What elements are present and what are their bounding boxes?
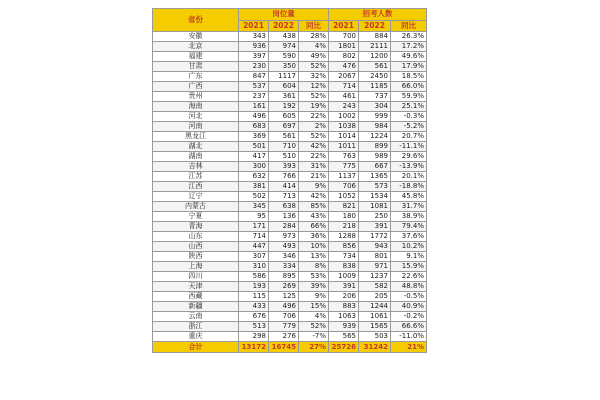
cell-pos-2021[interactable]: 502 <box>239 192 269 202</box>
table-row <box>153 232 427 242</box>
table-row <box>153 112 427 122</box>
header-app-2022[interactable]: 2022 <box>359 21 391 32</box>
cell-app-2022[interactable]: 391 <box>359 222 391 232</box>
cell-app-2022[interactable]: 503 <box>359 332 391 342</box>
cell-province[interactable]: 辽宁 <box>153 192 239 202</box>
cell-app-2021[interactable]: 565 <box>329 332 359 342</box>
cell-pos-2021[interactable]: 513 <box>239 322 269 332</box>
cell-app-2021[interactable]: 1009 <box>329 272 359 282</box>
cell-province[interactable]: 广西 <box>153 82 239 92</box>
cell-pos-yoy[interactable]: 42% <box>299 192 329 202</box>
cell-pos-2022[interactable]: 706 <box>269 312 299 322</box>
table-row <box>153 62 427 72</box>
cell-app-2022[interactable]: 984 <box>359 122 391 132</box>
cell-pos-2022[interactable]: 136 <box>269 212 299 222</box>
cell-pos-2022[interactable]: 605 <box>269 112 299 122</box>
cell-province[interactable]: 西藏 <box>153 292 239 302</box>
table-body <box>153 32 427 342</box>
cell-app-2021[interactable]: 2067 <box>329 72 359 82</box>
cell-app-2022[interactable]: 573 <box>359 182 391 192</box>
header-applicants-group[interactable]: 招考人数 <box>329 9 427 21</box>
cell-pos-2022[interactable]: 590 <box>269 52 299 62</box>
cell-pos-2021[interactable]: 115 <box>239 292 269 302</box>
data-table <box>152 8 427 353</box>
cell-app-yoy[interactable]: 66.0% <box>391 82 427 92</box>
cell-app-2021[interactable]: 1014 <box>329 132 359 142</box>
cell-pos-2022[interactable]: 766 <box>269 172 299 182</box>
cell-pos-2022[interactable]: 269 <box>269 282 299 292</box>
table-row <box>153 312 427 322</box>
cell-province[interactable]: 安徽 <box>153 32 239 42</box>
cell-app-2022[interactable]: 1081 <box>359 202 391 212</box>
cell-pos-2022[interactable]: 393 <box>269 162 299 172</box>
cell-app-2022[interactable]: 737 <box>359 92 391 102</box>
cell-pos-2022[interactable]: 361 <box>269 92 299 102</box>
cell-pos-yoy[interactable]: 31% <box>299 162 329 172</box>
table-row <box>153 122 427 132</box>
cell-app-2022[interactable]: 205 <box>359 292 391 302</box>
cell-app-2021[interactable]: 856 <box>329 242 359 252</box>
header-row-groups <box>153 9 427 21</box>
cell-pos-yoy[interactable]: 39% <box>299 282 329 292</box>
cell-pos-yoy[interactable]: 52% <box>299 132 329 142</box>
table-row <box>153 202 427 212</box>
cell-province[interactable]: 黑龙江 <box>153 132 239 142</box>
cell-app-yoy[interactable]: 48.8% <box>391 282 427 292</box>
header-pos-yoy[interactable]: 同比 <box>299 21 329 32</box>
table-row <box>153 262 427 272</box>
cell-pos-2022[interactable]: 604 <box>269 82 299 92</box>
cell-app-2022[interactable]: 899 <box>359 142 391 152</box>
cell-pos-2022[interactable]: 973 <box>269 232 299 242</box>
cell-app-yoy[interactable]: -0.5% <box>391 292 427 302</box>
cell-app-yoy[interactable]: 79.4% <box>391 222 427 232</box>
total-pos-yoy[interactable]: 27% <box>299 342 329 353</box>
cell-province[interactable]: 宁夏 <box>153 212 239 222</box>
cell-pos-2022[interactable]: 334 <box>269 262 299 272</box>
cell-province[interactable]: 吉林 <box>153 162 239 172</box>
cell-app-yoy[interactable]: 29.6% <box>391 152 427 162</box>
cell-pos-yoy[interactable]: 9% <box>299 292 329 302</box>
cell-app-2022[interactable]: 884 <box>359 32 391 42</box>
cell-province[interactable]: 山西 <box>153 242 239 252</box>
cell-app-2022[interactable]: 943 <box>359 242 391 252</box>
total-app-yoy[interactable]: 21% <box>391 342 427 353</box>
cell-pos-2022[interactable]: 192 <box>269 102 299 112</box>
cell-app-2022[interactable]: 582 <box>359 282 391 292</box>
table-row <box>153 282 427 292</box>
cell-app-yoy[interactable]: 49.6% <box>391 52 427 62</box>
header-pos-2022[interactable]: 2022 <box>269 21 299 32</box>
cell-province[interactable]: 广东 <box>153 72 239 82</box>
cell-app-2021[interactable]: 461 <box>329 92 359 102</box>
cell-app-2021[interactable]: 763 <box>329 152 359 162</box>
table-row <box>153 102 427 112</box>
table-row <box>153 242 427 252</box>
cell-pos-yoy[interactable]: 52% <box>299 322 329 332</box>
cell-app-yoy[interactable]: 59.9% <box>391 92 427 102</box>
cell-pos-2022[interactable]: 638 <box>269 202 299 212</box>
cell-pos-2021[interactable]: 501 <box>239 142 269 152</box>
cell-pos-yoy[interactable]: 21% <box>299 172 329 182</box>
cell-app-2021[interactable]: 206 <box>329 292 359 302</box>
cell-pos-yoy[interactable]: 22% <box>299 112 329 122</box>
cell-app-yoy[interactable]: 40.9% <box>391 302 427 312</box>
table-row <box>153 82 427 92</box>
cell-pos-yoy[interactable]: 43% <box>299 212 329 222</box>
cell-pos-2021[interactable]: 714 <box>239 232 269 242</box>
cell-province[interactable]: 河南 <box>153 122 239 132</box>
cell-pos-2021[interactable]: 632 <box>239 172 269 182</box>
cell-pos-2022[interactable]: 493 <box>269 242 299 252</box>
cell-pos-yoy[interactable]: 66% <box>299 222 329 232</box>
cell-app-2021[interactable]: 476 <box>329 62 359 72</box>
cell-province[interactable]: 重庆 <box>153 332 239 342</box>
cell-pos-2022[interactable]: 438 <box>269 32 299 42</box>
cell-app-yoy[interactable]: 22.6% <box>391 272 427 282</box>
total-label[interactable]: 合计 <box>153 342 239 353</box>
cell-app-2021[interactable]: 939 <box>329 322 359 332</box>
cell-pos-2021[interactable]: 417 <box>239 152 269 162</box>
cell-pos-yoy[interactable]: 4% <box>299 42 329 52</box>
cell-app-2022[interactable]: 1185 <box>359 82 391 92</box>
cell-pos-2021[interactable]: 496 <box>239 112 269 122</box>
cell-province[interactable]: 陕西 <box>153 252 239 262</box>
cell-app-2022[interactable]: 667 <box>359 162 391 172</box>
cell-app-2021[interactable]: 1038 <box>329 122 359 132</box>
cell-app-2021[interactable]: 1011 <box>329 142 359 152</box>
cell-app-yoy[interactable]: -5.2% <box>391 122 427 132</box>
table-row <box>153 72 427 82</box>
cell-pos-2022[interactable]: 1117 <box>269 72 299 82</box>
cell-pos-2021[interactable]: 95 <box>239 212 269 222</box>
cell-app-yoy[interactable]: 17.2% <box>391 42 427 52</box>
cell-pos-2022[interactable]: 350 <box>269 62 299 72</box>
cell-app-2022[interactable]: 2450 <box>359 72 391 82</box>
cell-pos-2022[interactable]: 710 <box>269 142 299 152</box>
cell-province[interactable]: 山东 <box>153 232 239 242</box>
cell-pos-yoy[interactable]: 4% <box>299 312 329 322</box>
cell-app-2022[interactable]: 1244 <box>359 302 391 312</box>
cell-pos-yoy[interactable]: 49% <box>299 52 329 62</box>
cell-app-2021[interactable]: 1052 <box>329 192 359 202</box>
cell-app-yoy[interactable]: -0.3% <box>391 112 427 122</box>
cell-app-2021[interactable]: 883 <box>329 302 359 312</box>
cell-province[interactable]: 天津 <box>153 282 239 292</box>
cell-app-2022[interactable]: 1565 <box>359 322 391 332</box>
cell-pos-2021[interactable]: 586 <box>239 272 269 282</box>
cell-app-2021[interactable]: 775 <box>329 162 359 172</box>
cell-province[interactable]: 四川 <box>153 272 239 282</box>
cell-app-2022[interactable]: 801 <box>359 252 391 262</box>
total-pos-2022[interactable]: 16745 <box>269 342 299 353</box>
cell-pos-2022[interactable]: 779 <box>269 322 299 332</box>
cell-app-yoy[interactable]: -0.2% <box>391 312 427 322</box>
cell-app-2022[interactable]: 250 <box>359 212 391 222</box>
table-row <box>153 212 427 222</box>
cell-province[interactable]: 内蒙古 <box>153 202 239 212</box>
cell-province[interactable]: 甘肃 <box>153 62 239 72</box>
total-pos-2021[interactable]: 13172 <box>239 342 269 353</box>
cell-pos-2021[interactable]: 936 <box>239 42 269 52</box>
cell-pos-yoy[interactable]: -7% <box>299 332 329 342</box>
cell-province[interactable]: 浙江 <box>153 322 239 332</box>
cell-pos-yoy[interactable]: 12% <box>299 82 329 92</box>
cell-pos-yoy[interactable]: 42% <box>299 142 329 152</box>
cell-province[interactable]: 北京 <box>153 42 239 52</box>
cell-app-2022[interactable]: 971 <box>359 262 391 272</box>
cell-app-2022[interactable]: 304 <box>359 102 391 112</box>
cell-app-yoy[interactable]: 18.5% <box>391 72 427 82</box>
cell-pos-2022[interactable]: 284 <box>269 222 299 232</box>
cell-pos-2021[interactable]: 433 <box>239 302 269 312</box>
table-row <box>153 302 427 312</box>
cell-pos-yoy[interactable]: 52% <box>299 92 329 102</box>
table-row <box>153 322 427 332</box>
cell-pos-2022[interactable]: 125 <box>269 292 299 302</box>
cell-app-yoy[interactable]: 25.1% <box>391 102 427 112</box>
cell-app-yoy[interactable]: 20.7% <box>391 132 427 142</box>
cell-app-2021[interactable]: 734 <box>329 252 359 262</box>
cell-app-2021[interactable]: 838 <box>329 262 359 272</box>
cell-app-2021[interactable]: 180 <box>329 212 359 222</box>
cell-app-yoy[interactable]: -18.8% <box>391 182 427 192</box>
cell-pos-2021[interactable]: 447 <box>239 242 269 252</box>
cell-app-2021[interactable]: 243 <box>329 102 359 112</box>
cell-pos-yoy[interactable]: 19% <box>299 102 329 112</box>
cell-pos-2021[interactable]: 161 <box>239 102 269 112</box>
cell-app-2021[interactable]: 1002 <box>329 112 359 122</box>
table-row <box>153 332 427 342</box>
cell-pos-2021[interactable]: 230 <box>239 62 269 72</box>
cell-pos-yoy[interactable]: 8% <box>299 262 329 272</box>
total-app-2022[interactable]: 31242 <box>359 342 391 353</box>
cell-app-2022[interactable]: 561 <box>359 62 391 72</box>
table-row <box>153 32 427 42</box>
cell-app-yoy[interactable]: 45.8% <box>391 192 427 202</box>
cell-app-2022[interactable]: 1772 <box>359 232 391 242</box>
table-row <box>153 182 427 192</box>
cell-pos-yoy[interactable]: 9% <box>299 182 329 192</box>
cell-pos-2021[interactable]: 298 <box>239 332 269 342</box>
cell-province[interactable]: 青海 <box>153 222 239 232</box>
cell-app-yoy[interactable]: 37.6% <box>391 232 427 242</box>
cell-app-2022[interactable]: 1237 <box>359 272 391 282</box>
cell-pos-2022[interactable]: 346 <box>269 252 299 262</box>
cell-app-yoy[interactable]: 31.7% <box>391 202 427 212</box>
table-row <box>153 92 427 102</box>
cell-pos-yoy[interactable]: 53% <box>299 272 329 282</box>
cell-province[interactable]: 贵州 <box>153 92 239 102</box>
cell-province[interactable]: 上海 <box>153 262 239 272</box>
cell-app-2022[interactable]: 999 <box>359 112 391 122</box>
cell-app-yoy[interactable]: 10.2% <box>391 242 427 252</box>
cell-province[interactable]: 湖南 <box>153 152 239 162</box>
cell-pos-yoy[interactable]: 13% <box>299 252 329 262</box>
cell-pos-2021[interactable]: 369 <box>239 132 269 142</box>
cell-pos-yoy[interactable]: 28% <box>299 32 329 42</box>
cell-app-2021[interactable]: 1801 <box>329 42 359 52</box>
cell-app-2021[interactable]: 1137 <box>329 172 359 182</box>
table-row <box>153 192 427 202</box>
cell-app-yoy[interactable]: -11.0% <box>391 332 427 342</box>
cell-app-2021[interactable]: 802 <box>329 52 359 62</box>
cell-pos-2022[interactable]: 713 <box>269 192 299 202</box>
cell-pos-2021[interactable]: 300 <box>239 162 269 172</box>
cell-province[interactable]: 江西 <box>153 182 239 192</box>
table-row <box>153 132 427 142</box>
table-row <box>153 162 427 172</box>
cell-app-2022[interactable]: 1061 <box>359 312 391 322</box>
cell-pos-yoy[interactable]: 36% <box>299 232 329 242</box>
cell-pos-2021[interactable]: 397 <box>239 52 269 62</box>
cell-app-yoy[interactable]: 26.3% <box>391 32 427 42</box>
cell-pos-2022[interactable]: 496 <box>269 302 299 312</box>
cell-pos-2021[interactable]: 237 <box>239 92 269 102</box>
cell-app-yoy[interactable]: 20.1% <box>391 172 427 182</box>
cell-pos-2022[interactable]: 414 <box>269 182 299 192</box>
cell-pos-2021[interactable]: 847 <box>239 72 269 82</box>
cell-pos-2021[interactable]: 307 <box>239 252 269 262</box>
cell-pos-2022[interactable]: 974 <box>269 42 299 52</box>
cell-pos-2021[interactable]: 683 <box>239 122 269 132</box>
header-app-yoy[interactable]: 同比 <box>391 21 427 32</box>
table-row <box>153 52 427 62</box>
cell-pos-2022[interactable]: 697 <box>269 122 299 132</box>
cell-app-yoy[interactable]: 15.9% <box>391 262 427 272</box>
header-province[interactable]: 省份 <box>153 9 239 32</box>
cell-app-yoy[interactable]: 66.6% <box>391 322 427 332</box>
cell-pos-2022[interactable]: 276 <box>269 332 299 342</box>
cell-pos-yoy[interactable]: 85% <box>299 202 329 212</box>
cell-app-2021[interactable]: 706 <box>329 182 359 192</box>
cell-app-yoy[interactable]: 9.1% <box>391 252 427 262</box>
header-app-2021[interactable]: 2021 <box>329 21 359 32</box>
table-row <box>153 222 427 232</box>
cell-pos-yoy[interactable]: 32% <box>299 72 329 82</box>
cell-app-yoy[interactable]: -13.9% <box>391 162 427 172</box>
cell-app-2022[interactable]: 1200 <box>359 52 391 62</box>
table-row <box>153 272 427 282</box>
cell-pos-2022[interactable]: 510 <box>269 152 299 162</box>
cell-app-2022[interactable]: 1534 <box>359 192 391 202</box>
cell-app-2021[interactable]: 1288 <box>329 232 359 242</box>
cell-province[interactable]: 海南 <box>153 102 239 112</box>
cell-pos-2021[interactable]: 343 <box>239 32 269 42</box>
cell-app-yoy[interactable]: -11.1% <box>391 142 427 152</box>
cell-pos-yoy[interactable]: 2% <box>299 122 329 132</box>
cell-pos-2021[interactable]: 345 <box>239 202 269 212</box>
cell-pos-yoy[interactable]: 10% <box>299 242 329 252</box>
cell-app-2022[interactable]: 2111 <box>359 42 391 52</box>
cell-pos-yoy[interactable]: 15% <box>299 302 329 312</box>
header-pos-2021[interactable]: 2021 <box>239 21 269 32</box>
cell-province[interactable]: 湖北 <box>153 142 239 152</box>
cell-pos-yoy[interactable]: 22% <box>299 152 329 162</box>
table-row <box>153 142 427 152</box>
cell-pos-2021[interactable]: 537 <box>239 82 269 92</box>
table-row <box>153 152 427 162</box>
cell-pos-2022[interactable]: 895 <box>269 272 299 282</box>
cell-province[interactable]: 云南 <box>153 312 239 322</box>
cell-app-2022[interactable]: 1365 <box>359 172 391 182</box>
cell-app-2021[interactable]: 714 <box>329 82 359 92</box>
cell-pos-2021[interactable]: 171 <box>239 222 269 232</box>
table-row <box>153 292 427 302</box>
table-row <box>153 172 427 182</box>
cell-pos-2021[interactable]: 193 <box>239 282 269 292</box>
cell-app-yoy[interactable]: 38.9% <box>391 212 427 222</box>
cell-pos-2021[interactable]: 676 <box>239 312 269 322</box>
cell-app-2021[interactable]: 218 <box>329 222 359 232</box>
cell-province[interactable]: 江苏 <box>153 172 239 182</box>
total-app-2021[interactable]: 25726 <box>329 342 359 353</box>
total-row <box>153 342 427 353</box>
cell-app-2022[interactable]: 989 <box>359 152 391 162</box>
cell-province[interactable]: 河北 <box>153 112 239 122</box>
table-row <box>153 252 427 262</box>
cell-app-yoy[interactable]: 17.9% <box>391 62 427 72</box>
header-positions-group[interactable]: 岗位量 <box>239 9 329 21</box>
cell-pos-yoy[interactable]: 52% <box>299 62 329 72</box>
cell-app-2021[interactable]: 391 <box>329 282 359 292</box>
cell-app-2021[interactable]: 700 <box>329 32 359 42</box>
cell-pos-2022[interactable]: 561 <box>269 132 299 142</box>
cell-app-2022[interactable]: 1224 <box>359 132 391 142</box>
cell-pos-2021[interactable]: 310 <box>239 262 269 272</box>
cell-province[interactable]: 新疆 <box>153 302 239 312</box>
cell-province[interactable]: 福建 <box>153 52 239 62</box>
table-row <box>153 42 427 52</box>
cell-app-2021[interactable]: 821 <box>329 202 359 212</box>
cell-pos-2021[interactable]: 381 <box>239 182 269 192</box>
cell-app-2021[interactable]: 1063 <box>329 312 359 322</box>
